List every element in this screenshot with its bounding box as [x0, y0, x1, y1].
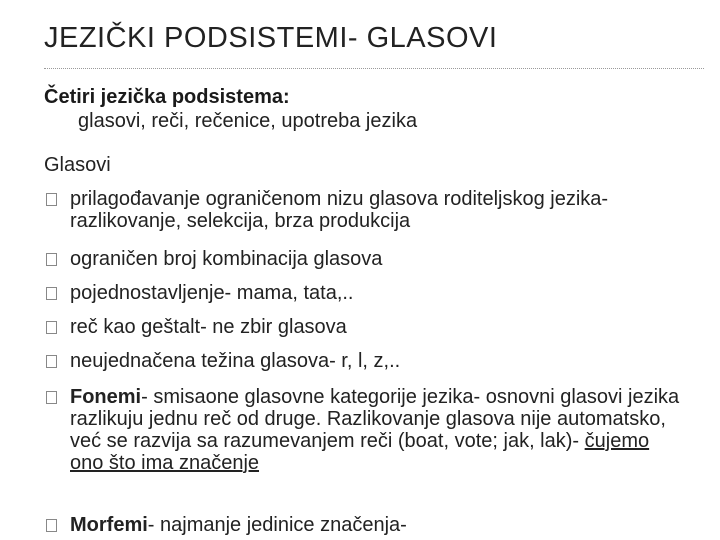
- intro-body: glasovi, reči, rečenice, upotreba jezika: [78, 110, 418, 132]
- bullet-box-icon: [46, 253, 57, 266]
- slide-title: JEZIČKI PODSISTEMI- GLASOVI: [44, 22, 498, 54]
- bullet-text: pojednostavljenje- mama, tata,..: [70, 282, 354, 304]
- bullet-term: Morfemi: [70, 514, 148, 536]
- bullet-text: [70, 514, 680, 536]
- bullet-box-icon: [46, 355, 57, 368]
- bullet-box-icon: [46, 391, 57, 404]
- intro-heading: Četiri jezička podsistema:: [44, 86, 290, 108]
- bullet-text: [70, 386, 680, 474]
- bullet-box-icon: [46, 321, 57, 334]
- section-heading: Glasovi: [44, 154, 111, 176]
- bullet-definition: - smisaone glasovne kategorije jezika- osnovni glasovi jezika razlikuju jednu reč od druge. Razlikovanje glasova nije automatsko, već se razvija sa razumevanjem reči (boat, vote; jak, lak)-: [70, 386, 680, 452]
- bullet-box-icon: [46, 519, 57, 532]
- bullet-text: ograničen broj kombinacija glasova: [70, 248, 383, 270]
- bullet-term: Fonemi: [70, 386, 142, 408]
- bullet-text: prilagođavanje ograničenom nizu glasova roditeljskog jezika- razlikovanje, selekcija, brza produkcija: [70, 188, 609, 232]
- bullet-definition: - najmanje jedinice značenja-: [147, 514, 407, 536]
- bullet-text: reč kao geštalt- ne zbir glasova: [70, 316, 347, 338]
- bullet-emphasis: čujemo ono što ima značenje: [70, 430, 650, 474]
- title-divider: [44, 68, 704, 69]
- bullet-box-icon: [46, 287, 57, 300]
- bullet-text: neujednačena težina glasova- r, l, z,..: [70, 350, 401, 372]
- bullet-box-icon: [46, 193, 57, 206]
